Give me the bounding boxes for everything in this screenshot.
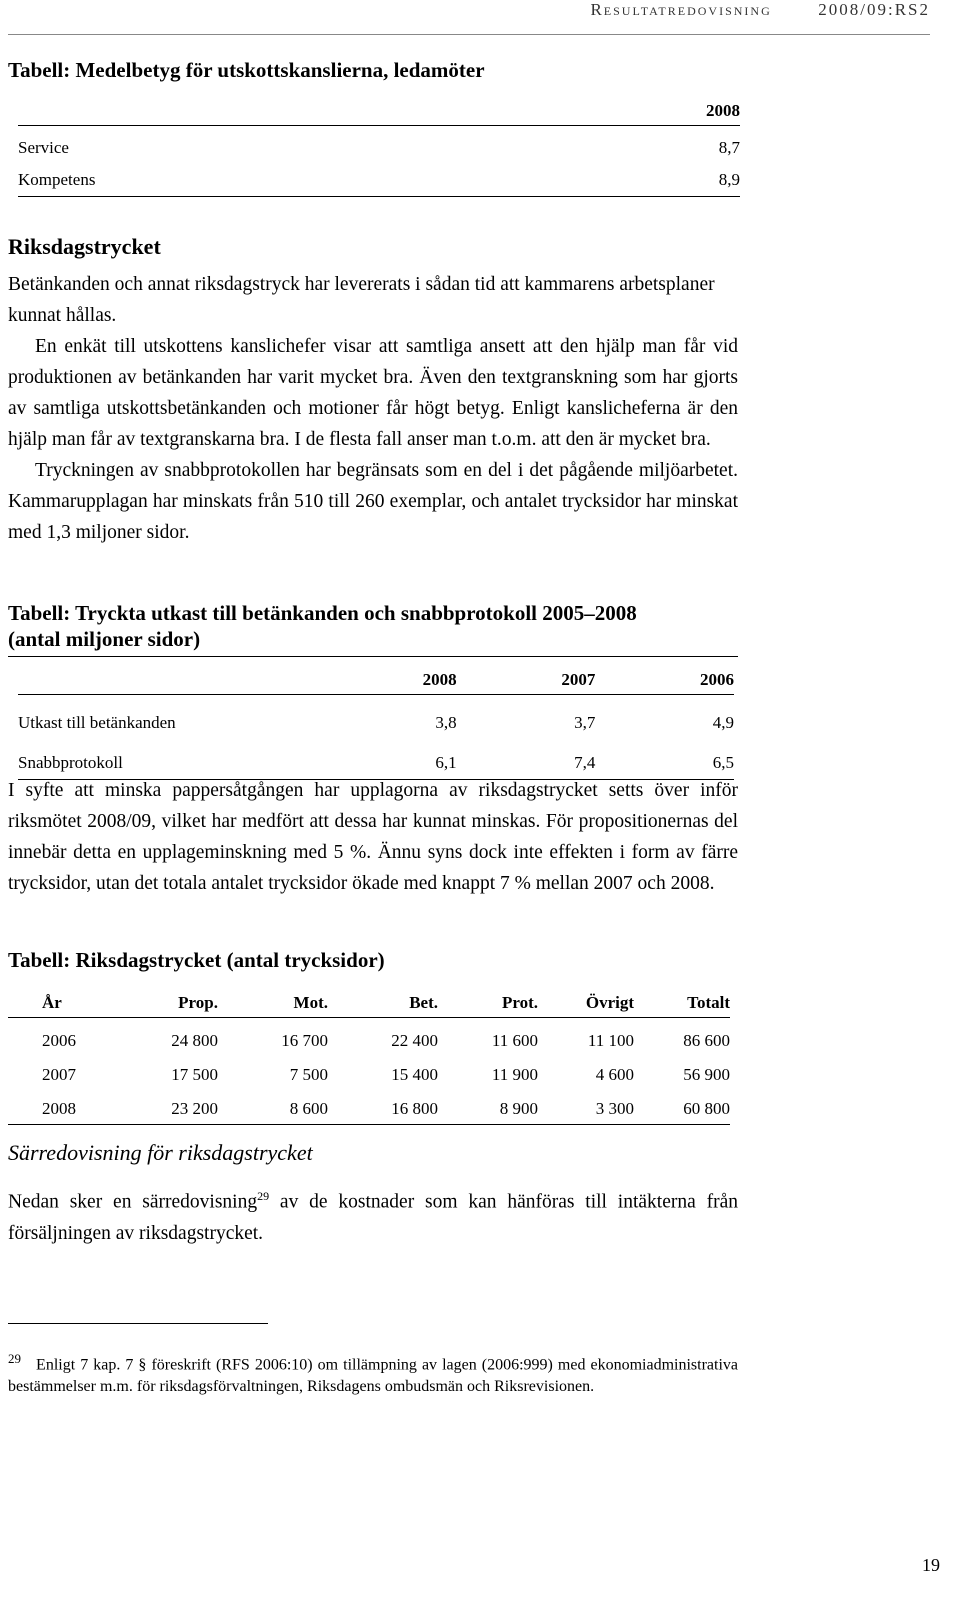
table3-cell: 11 900 <box>491 1065 538 1084</box>
table2-cell: 6,5 <box>595 735 734 780</box>
paragraph: Betänkanden och annat riksdagstryck har levererats i sådan tid att kammarens arbetsplaner kunnat hållas. <box>8 274 715 326</box>
table1-row-value: 8,9 <box>520 158 740 197</box>
table2-year-header: 2008 <box>318 664 457 695</box>
footnote-reference[interactable]: 29 <box>257 1189 270 1203</box>
table2-cell: 3,8 <box>435 713 457 732</box>
footnote-text: Enligt 7 kap. 7 § föreskrift (RFS 2006:10) om tillämpning av lagen (2006:999) med ekonomiadministrativa bestämmelser m.m. för riksdagsförvaltningen, Riksdagens ombudsmän och Riksrevisionen. <box>8 1356 739 1396</box>
table3-col-header: Övrigt <box>538 987 634 1018</box>
table3-cell: 2007 <box>42 1065 76 1084</box>
table3-cell: 16 700 <box>281 1031 328 1050</box>
table-row <box>8 1052 730 1086</box>
table1-row-label: Service <box>18 138 69 157</box>
table1-title: Tabell: Medelbetyg för utskottskanslierna, ledamöter <box>8 58 485 82</box>
paragraph <box>8 1181 738 1249</box>
table1-year-header: 2008 <box>520 97 740 126</box>
table3-cell: 7 500 <box>289 1065 328 1084</box>
table3-cell: 17 500 <box>171 1065 218 1084</box>
table3-cell: 56 900 <box>683 1065 730 1084</box>
table-row <box>8 1086 730 1125</box>
table2-title-line2: (antal miljoner sidor) <box>8 627 201 651</box>
table-tryckta-utkast <box>18 664 734 780</box>
table3-cell: 11 100 <box>587 1031 634 1050</box>
table2-year-header: 2006 <box>595 664 734 695</box>
table3-cell: 22 400 <box>391 1031 438 1050</box>
table3-cell: 3 300 <box>538 1086 634 1125</box>
table2-cell: 4,9 <box>712 713 734 732</box>
table1-row-label: Kompetens <box>18 158 520 197</box>
table3-cell: 86 600 <box>683 1031 730 1050</box>
table3-col-header: Bet. <box>328 987 438 1018</box>
table2-row-label: Snabbprotokoll <box>18 735 318 780</box>
table2-year-header: 2007 <box>457 664 596 695</box>
table2-cell: 3,7 <box>574 713 596 732</box>
table3-col-header: Prop. <box>108 987 218 1018</box>
table3-title: Tabell: Riksdagstrycket (antal trycksidor) <box>8 948 385 972</box>
table-medelbetyg <box>18 97 740 197</box>
table-row <box>8 1018 730 1053</box>
paragraph: En enkät till utskottens kanslichefer visar att samtliga ansett att den hjälp man får vid produktionen av betänkanden har varit mycket bra. Även den textgranskning som har gjorts av samtliga utskottsbetänkanden och motioner får högt betyg. Enligt kanslicheferna är den hjälp man får av textgranskarna bra. I de flesta fall anser man t.o.m. att den är mycket bra. <box>8 336 738 450</box>
table3-cell: 8 900 <box>438 1086 538 1125</box>
table3-cell: 16 800 <box>328 1086 438 1125</box>
table3-cell: 15 400 <box>391 1065 438 1084</box>
table3-cell: 4 600 <box>595 1065 634 1084</box>
header-section: Resultatredovisning <box>590 0 772 19</box>
table3-cell: 2008 <box>8 1086 108 1125</box>
table2-title-rule <box>8 656 738 657</box>
table2-title-line1: Tabell: Tryckta utkast till betänkanden och snabbprotokoll 2005–2008 <box>8 601 637 625</box>
table2-title <box>8 600 738 652</box>
header-rule <box>8 34 930 35</box>
footnote-number: 29 <box>8 1351 21 1366</box>
table2-row-label: Utkast till betänkanden <box>18 713 176 732</box>
page-number: 19 <box>922 1555 940 1575</box>
footnote <box>8 1348 738 1398</box>
section-heading-sarredovisning: Särredovisning för riksdagstrycket <box>8 1140 313 1165</box>
table1-row-value: 8,7 <box>718 138 740 157</box>
table3-cell: 24 800 <box>171 1031 218 1050</box>
table3-cell: 23 200 <box>108 1086 218 1125</box>
table-row <box>18 126 740 159</box>
table-riksdagstrycket <box>8 987 730 1125</box>
table2-cell: 7,4 <box>457 735 596 780</box>
table3-cell: 8 600 <box>218 1086 328 1125</box>
table3-cell: 60 800 <box>634 1086 730 1125</box>
footnote-rule <box>8 1323 268 1324</box>
table2-cell: 6,1 <box>318 735 457 780</box>
table-row <box>18 735 734 780</box>
paragraph-text: Nedan sker en särredovisning <box>8 1191 258 1213</box>
table3-col-header: Mot. <box>218 987 328 1018</box>
table-row <box>18 695 734 736</box>
table3-cell: 2006 <box>42 1031 76 1050</box>
paragraph-text: av de kostnader som kan hänföras till intäkterna från försäljningen av riksdagstrycket. <box>8 1191 738 1244</box>
section-heading-riksdagstrycket: Riksdagstrycket <box>8 234 161 259</box>
table3-col-header: Prot. <box>438 987 538 1018</box>
table-row <box>18 158 740 197</box>
header-doc-id: 2008/09:RS2 <box>818 0 930 19</box>
paragraph: I syfte att minska pappersåtgången har upplagorna av riksdagstrycket setts över inför riksmötet 2008/09, vilket har medfört att dessa har kunnat minskas. För propositionernas del innebär detta en upplageminskning med 5 %. Ännu syns dock inte effekten i form av färre trycksidor, utan det totala antalet trycksidor ökade med knappt 7 % mellan 2007 och 2008. <box>8 780 738 894</box>
table3-col-header: Totalt <box>634 987 730 1018</box>
running-header <box>500 0 930 20</box>
paragraph: Tryckningen av snabbprotokollen har begränsats som en del i det pågående miljöarbetet. Kammarupplagan har minskats från 510 till 260 exemplar, och antalet trycksidor har minskat med 1,3 miljoner sidor. <box>8 460 738 543</box>
table3-cell: 11 600 <box>491 1031 538 1050</box>
table3-col-header: År <box>8 987 108 1018</box>
